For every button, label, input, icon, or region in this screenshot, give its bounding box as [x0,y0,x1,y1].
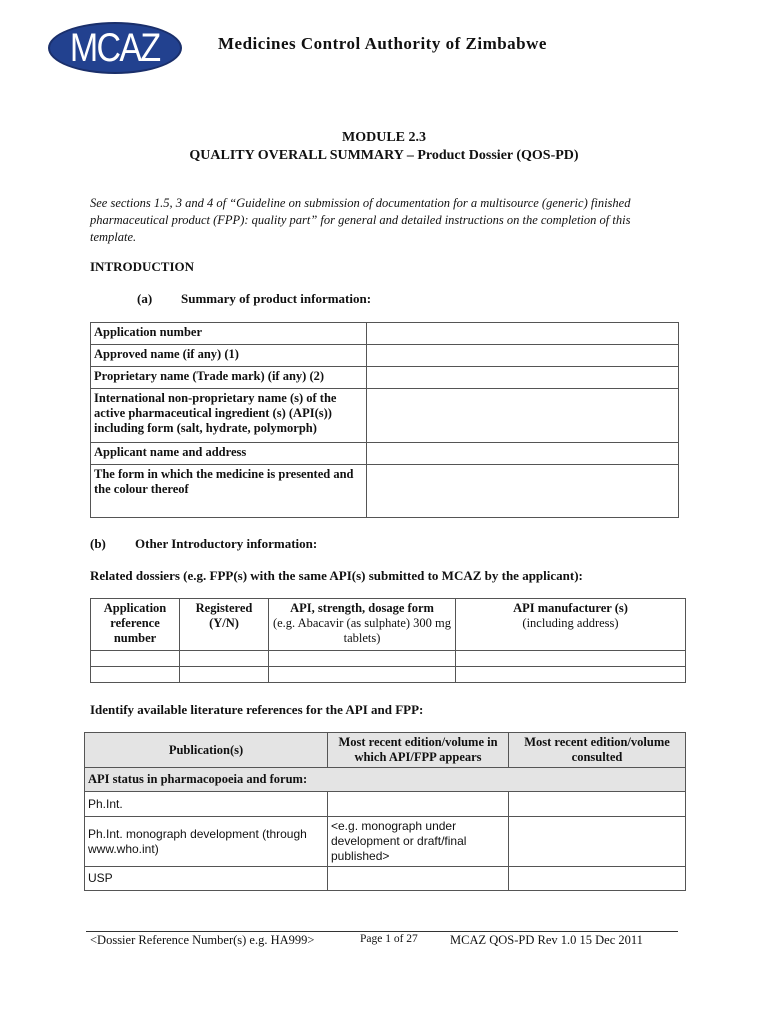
product-row-label: Approved name (if any) (1) [91,345,367,367]
product-row-value[interactable] [367,389,679,443]
col-api-manufacturer-note: (including address) [522,616,619,630]
edition-consulted-cell[interactable] [509,867,686,891]
product-row-value[interactable] [367,465,679,518]
table-cell[interactable] [269,651,456,667]
table-cell[interactable] [456,667,686,683]
edition-appears-cell[interactable] [328,792,509,817]
related-dossiers-heading: Related dossiers (e.g. FPP(s) with the same API(s) submitted to MCAZ by the applicant): [90,568,583,583]
col-registered: Registered (Y/N) [180,599,269,651]
module-title: MODULE 2.3 [342,130,426,145]
col-api-strength: API, strength, dosage form (e.g. Abacavir (as sulphate) 300 mg tablets) [269,599,456,651]
col-publications: Publication(s) [85,733,328,768]
table-cell[interactable] [456,651,686,667]
product-row-label: Proprietary name (Trade mark) (if any) (2) [91,367,367,389]
organization-name: Medicines Control Authority of Zimbabwe [218,34,547,53]
section-b-marker: (b) [90,536,106,551]
section-b-label: Other Introductory information: [135,536,318,551]
instructions-text: See sections 1.5, 3 and 4 of “Guideline on submission of documentation for a multisource (generic) finished pharmaceutical product (FPP): quality part” for general and detailed instructions on the completion of this template. [90,196,631,244]
product-row-label: Application number [91,323,367,345]
table-cell[interactable] [180,651,269,667]
product-row-label: The form in which the medicine is presented and the colour thereof [91,465,367,518]
mcaz-logo: MCAZ [48,22,182,74]
api-status-section-row: API status in pharmacopoeia and forum: [85,768,686,792]
publication-name: USP [85,867,328,891]
product-row-label: Applicant name and address [91,443,367,465]
literature-table [84,732,686,891]
product-row-label: International non-proprietary name (s) of the active pharmaceutical ingredient (s) (API(s)) including form (salt, hydrate, polymorph) [91,389,367,443]
product-row-value[interactable] [367,323,679,345]
section-a-marker: (a) [137,291,153,306]
product-info-table [90,322,679,518]
table-cell[interactable] [269,667,456,683]
literature-heading: Identify available literature references for the API and FPP: [90,702,424,717]
edition-appears-cell[interactable]: <e.g. monograph under development or draft/final published> [328,817,509,867]
product-row-value[interactable] [367,345,679,367]
publication-name: Ph.Int. monograph development (through www.who.int) [85,817,328,867]
product-row-value[interactable] [367,367,679,389]
introduction-heading: INTRODUCTION [90,259,195,274]
col-edition-consulted: Most recent edition/volume consulted [509,733,686,768]
section-a-label: Summary of product information: [181,291,372,306]
table-cell[interactable] [180,667,269,683]
related-dossiers-table [90,598,686,683]
footer-page-number: Page 1 of 27 [360,933,418,945]
col-edition-appears: Most recent edition/volume in which API/FPP appears [328,733,509,768]
product-row-value[interactable] [367,443,679,465]
document-subtitle: QUALITY OVERALL SUMMARY – Product Dossier (QOS-PD) [189,148,579,163]
table-cell[interactable] [91,667,180,683]
footer-divider [86,931,678,932]
table-cell[interactable] [91,651,180,667]
col-api-strength-example: (e.g. Abacavir (as sulphate) 300 mg tablets) [272,616,452,645]
footer-revision: MCAZ QOS-PD Rev 1.0 15 Dec 2011 [450,933,643,947]
footer-dossier-reference: <Dossier Reference Number(s) e.g. HA999> [90,933,315,947]
col-application-reference: Application reference number [91,599,180,651]
publication-name: Ph.Int. [85,792,328,817]
col-api-manufacturer: API manufacturer (s) (including address) [456,599,686,651]
edition-consulted-cell[interactable] [509,792,686,817]
edition-consulted-cell[interactable] [509,817,686,867]
edition-appears-cell[interactable] [328,867,509,891]
